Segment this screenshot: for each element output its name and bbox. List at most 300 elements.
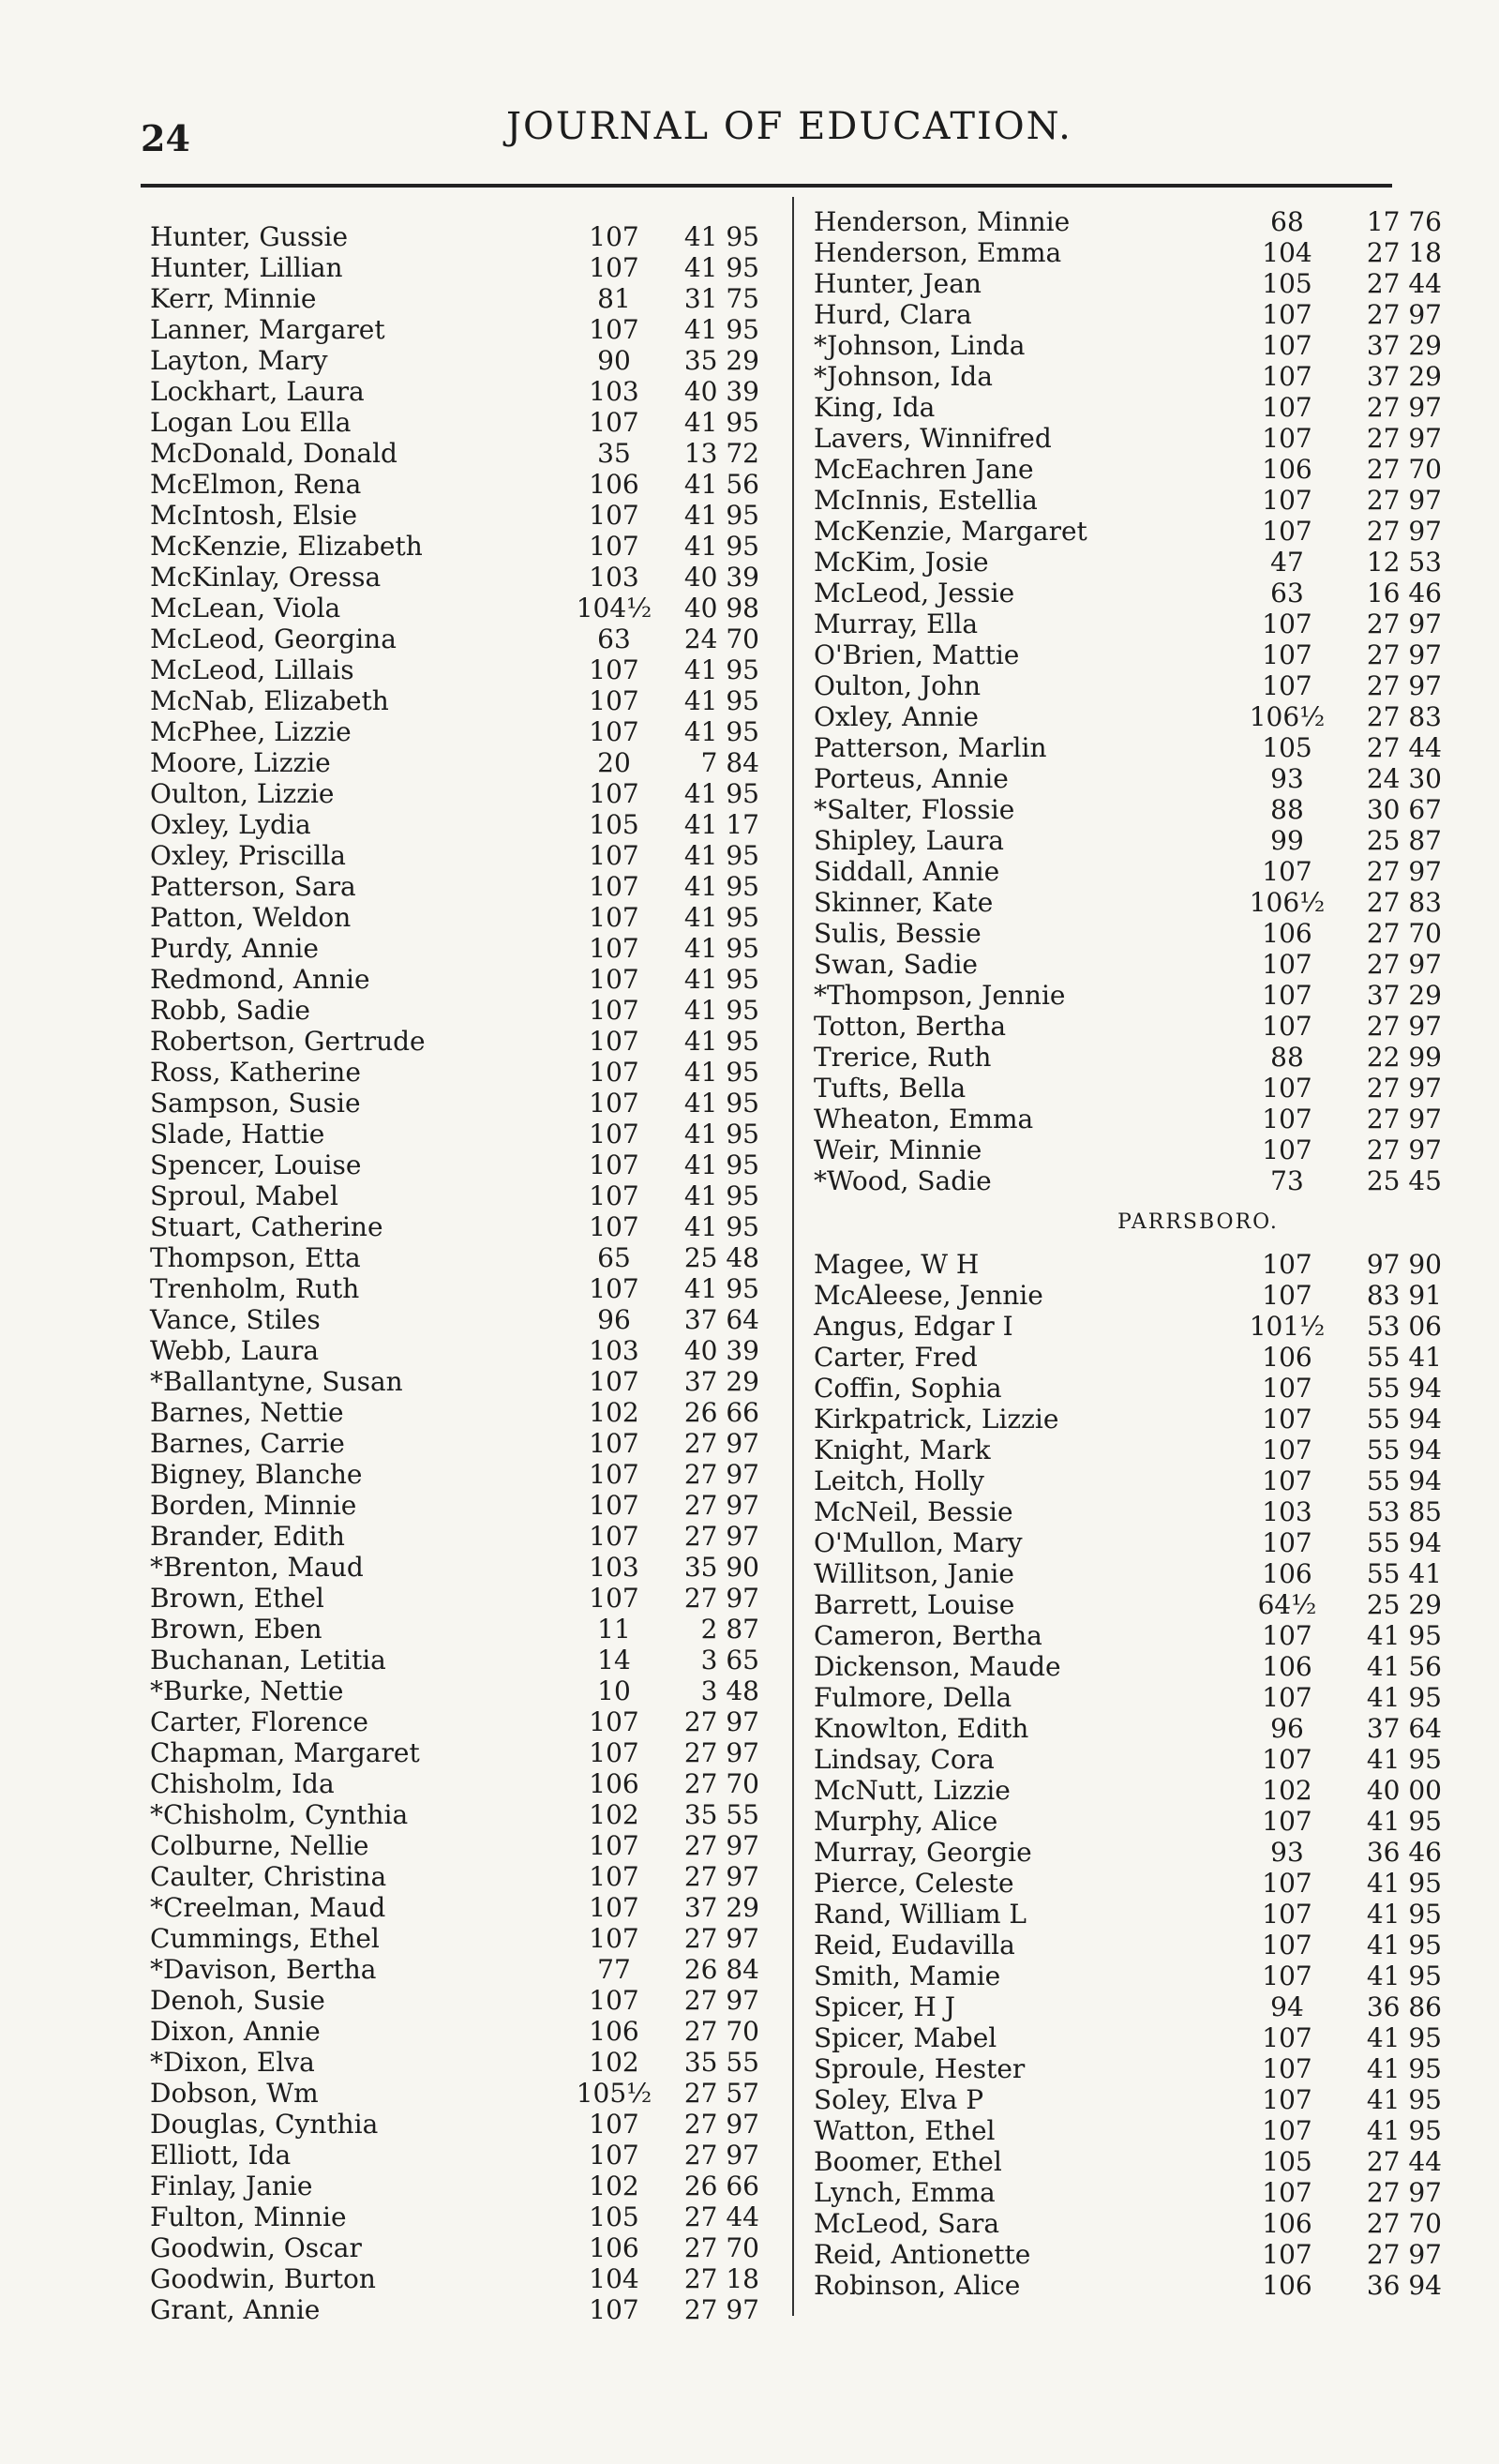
entry-amount: 27 97 (683, 1583, 759, 1614)
entry-name: Chapman, Margaret (150, 1737, 420, 1768)
list-item (150, 1954, 787, 1985)
entry-count: 107 (589, 1366, 639, 1397)
entry-name: Lanner, Margaret (150, 314, 385, 345)
list-item (150, 1428, 787, 1459)
entry-amount: 41 95 (683, 1180, 759, 1211)
entry-count: 107 (1262, 423, 1312, 454)
list-item (150, 1583, 787, 1614)
entry-count: 107 (589, 500, 639, 531)
entry-amount: 41 95 (1366, 2022, 1442, 2053)
entry-amount: 40 39 (683, 562, 759, 593)
entry-name: Barnes, Nettie (150, 1397, 344, 1428)
left-column (150, 221, 787, 2325)
list-item (814, 1311, 1470, 1342)
list-item (150, 871, 787, 902)
entry-name: Knowlton, Edith (814, 1713, 1029, 1744)
entry-amount: 41 95 (1366, 1930, 1442, 1961)
entry-name: Porteus, Annie (814, 763, 1009, 794)
list-item (814, 1713, 1470, 1744)
list-item (150, 1861, 787, 1892)
entry-amount: 27 97 (683, 1830, 759, 1861)
entry-amount: 27 44 (683, 2201, 759, 2232)
entry-count: 107 (1262, 1744, 1312, 1775)
entry-name: Murray, Ella (814, 608, 979, 639)
list-item (814, 2115, 1470, 2146)
entry-amount: 41 95 (683, 995, 759, 1026)
list-item (150, 1057, 787, 1088)
entry-name: Brown, Eben (150, 1614, 322, 1645)
entry-name: Soley, Elva P (814, 2084, 984, 2115)
list-item (150, 624, 787, 654)
list-item (814, 2239, 1470, 2270)
entry-amount: 41 17 (683, 809, 759, 840)
entry-name: Purdy, Annie (150, 933, 319, 964)
entry-name: Denoh, Susie (150, 1985, 325, 2016)
entry-name: Oulton, John (814, 670, 982, 701)
entry-amount: 41 56 (683, 469, 759, 500)
list-item (814, 1042, 1470, 1073)
entry-amount: 37 29 (683, 1892, 759, 1923)
entry-amount: 27 97 (683, 1861, 759, 1892)
entry-name: Vance, Stiles (150, 1304, 321, 1335)
entry-count: 106½ (1249, 887, 1326, 918)
entry-name: Hunter, Jean (814, 268, 982, 299)
entry-name: Watton, Ethel (814, 2115, 996, 2146)
list-item (814, 423, 1470, 454)
entry-count: 107 (1262, 670, 1312, 701)
entry-amount: 41 95 (683, 654, 759, 685)
entry-amount: 13 72 (683, 438, 759, 469)
entry-amount: 41 95 (683, 716, 759, 747)
entry-count: 107 (589, 964, 639, 995)
entry-name: Layton, Mary (150, 345, 328, 376)
entry-amount: 27 97 (683, 1985, 759, 2016)
entry-name: Rand, William L (814, 1899, 1027, 1930)
entry-amount: 35 90 (683, 1552, 759, 1583)
list-item (814, 1930, 1470, 1961)
entry-name: Spicer, Mabel (814, 2022, 997, 2053)
entry-count: 107 (589, 1026, 639, 1057)
list-item (150, 593, 787, 624)
entry-name: Reid, Eudavilla (814, 1930, 1015, 1961)
list-item (150, 376, 787, 407)
entry-amount: 3 65 (700, 1645, 759, 1675)
list-item (814, 1620, 1470, 1651)
list-item (150, 1119, 787, 1149)
entry-amount: 12 53 (1366, 547, 1442, 578)
entry-amount: 41 95 (683, 778, 759, 809)
entry-count: 107 (1262, 856, 1312, 887)
entry-amount: 40 39 (683, 376, 759, 407)
entry-amount: 41 95 (683, 1211, 759, 1242)
entry-amount: 27 97 (1366, 2239, 1442, 2270)
list-item (814, 1465, 1470, 1496)
entry-name: Barnes, Carrie (150, 1428, 345, 1459)
entry-count: 63 (597, 624, 631, 654)
list-item (814, 1558, 1470, 1589)
entry-name: O'Brien, Mattie (814, 639, 1020, 670)
entry-count: 107 (589, 871, 639, 902)
list-item (150, 1799, 787, 1830)
entry-count: 106 (1262, 1342, 1312, 1373)
list-item (814, 887, 1470, 918)
entry-name: Carter, Fred (814, 1342, 978, 1373)
entry-name: Boomer, Ethel (814, 2146, 1002, 2177)
list-item (150, 1521, 787, 1552)
entry-name: McLeod, Georgina (150, 624, 397, 654)
entry-amount: 27 70 (1366, 918, 1442, 949)
entry-amount: 26 66 (683, 1397, 759, 1428)
list-item (150, 562, 787, 593)
list-item (814, 578, 1470, 608)
entry-count: 107 (1262, 949, 1312, 980)
list-item (150, 840, 787, 871)
entry-amount: 41 95 (1366, 1806, 1442, 1837)
entry-count: 107 (1262, 392, 1312, 423)
entry-count: 107 (589, 407, 639, 438)
list-item (150, 438, 787, 469)
entry-name: Slade, Hattie (150, 1119, 325, 1149)
entry-name: McNab, Elizabeth (150, 685, 389, 716)
entry-count: 107 (589, 2140, 639, 2171)
entry-amount: 37 29 (1366, 361, 1442, 392)
list-item (814, 361, 1470, 392)
entry-name: Borden, Minnie (150, 1490, 357, 1521)
entry-amount: 25 45 (1366, 1165, 1442, 1196)
list-item (814, 392, 1470, 423)
list-item (814, 237, 1470, 268)
entry-name: Cummings, Ethel (150, 1923, 380, 1954)
entry-count: 106 (1262, 2270, 1312, 2301)
entry-amount: 27 18 (1366, 237, 1442, 268)
entry-name: McKinlay, Oressa (150, 562, 382, 593)
entry-count: 105½ (576, 2078, 652, 2109)
entry-name: McLean, Viola (150, 593, 341, 624)
entry-count: 90 (597, 345, 631, 376)
entry-amount: 37 29 (1366, 980, 1442, 1011)
entry-amount: 26 66 (683, 2171, 759, 2201)
list-item (814, 547, 1470, 578)
entry-count: 107 (1262, 1806, 1312, 1837)
entry-name: Logan Lou Ella (150, 407, 352, 438)
entry-name: McElmon, Rena (150, 469, 362, 500)
entry-count: 107 (1262, 2053, 1312, 2084)
entry-name: Reid, Antionette (814, 2239, 1031, 2270)
entry-count: 107 (589, 1149, 639, 1180)
entry-name: Sampson, Susie (150, 1088, 361, 1119)
entry-name: Shipley, Laura (814, 825, 1004, 856)
list-item (814, 1280, 1470, 1311)
list-item (150, 1304, 787, 1335)
entry-name: Robb, Sadie (150, 995, 310, 1026)
entry-amount: 55 94 (1366, 1404, 1442, 1435)
entry-amount: 41 95 (1366, 2115, 1442, 2146)
list-item (150, 1645, 787, 1675)
entry-count: 105 (1262, 268, 1312, 299)
entry-name: *Wood, Sadie (814, 1165, 992, 1196)
entry-count: 102 (589, 1799, 639, 1830)
entry-name: *Dixon, Elva (150, 2047, 315, 2078)
entry-name: *Johnson, Ida (814, 361, 993, 392)
entry-count: 103 (589, 1335, 639, 1366)
page-number: 24 (141, 117, 190, 159)
entry-name: *Brenton, Maud (150, 1552, 364, 1583)
entry-count: 107 (1262, 1899, 1312, 1930)
entry-count: 68 (1270, 206, 1304, 237)
entry-count: 77 (597, 1954, 631, 1985)
entry-name: Henderson, Emma (814, 237, 1062, 268)
entry-count: 107 (589, 1119, 639, 1149)
list-item (814, 856, 1470, 887)
entry-name: McKim, Josie (814, 547, 989, 578)
entry-count: 106 (1262, 2208, 1312, 2239)
entry-count: 106 (589, 2016, 639, 2047)
entry-count: 107 (1262, 1435, 1312, 1465)
entry-count: 106 (589, 469, 639, 500)
entry-count: 107 (1262, 1868, 1312, 1899)
list-item (814, 794, 1470, 825)
entry-name: Redmond, Annie (150, 964, 370, 995)
entry-name: Oxley, Lydia (150, 809, 311, 840)
entry-amount: 40 98 (683, 593, 759, 624)
entry-name: Oxley, Priscilla (150, 840, 346, 871)
entry-amount: 27 70 (683, 2016, 759, 2047)
list-item (814, 1961, 1470, 1991)
entry-count: 107 (1262, 1373, 1312, 1404)
entry-count: 106 (1262, 454, 1312, 485)
entry-count: 106 (1262, 1651, 1312, 1682)
entry-amount: 41 95 (683, 531, 759, 562)
list-item (814, 1011, 1470, 1042)
entry-count: 107 (1262, 1280, 1312, 1311)
entry-name: Kirkpatrick, Lizzie (814, 1404, 1059, 1435)
entry-amount: 27 44 (1366, 268, 1442, 299)
entry-count: 107 (589, 1737, 639, 1768)
list-item (150, 283, 787, 314)
list-item (150, 1180, 787, 1211)
entry-count: 107 (1262, 2022, 1312, 2053)
entry-count: 107 (1262, 1527, 1312, 1558)
list-item (814, 1651, 1470, 1682)
entry-name: Angus, Edgar I (814, 1311, 1013, 1342)
entry-amount: 41 95 (683, 933, 759, 964)
entry-name: Lindsay, Cora (814, 1744, 995, 1775)
entry-count: 104 (589, 2263, 639, 2294)
entry-count: 107 (589, 933, 639, 964)
list-item (150, 314, 787, 345)
entry-count: 107 (589, 716, 639, 747)
list-item (150, 252, 787, 283)
entry-name: Leitch, Holly (814, 1465, 984, 1496)
entry-amount: 27 97 (1366, 608, 1442, 639)
entry-count: 107 (1262, 299, 1312, 330)
entry-name: Elliott, Ida (150, 2140, 292, 2171)
entry-amount: 40 00 (1366, 1775, 1442, 1806)
entry-name: McPhee, Lizzie (150, 716, 352, 747)
entry-amount: 55 94 (1366, 1373, 1442, 1404)
entry-name: Fulmore, Della (814, 1682, 1012, 1713)
entry-name: *Davison, Bertha (150, 1954, 377, 1985)
list-item (150, 716, 787, 747)
entry-name: King, Ida (814, 392, 936, 423)
list-item (814, 2022, 1470, 2053)
list-item (814, 268, 1470, 299)
entry-name: Oxley, Annie (814, 701, 979, 732)
entry-count: 93 (1270, 1837, 1304, 1868)
entry-amount: 25 87 (1366, 825, 1442, 856)
entry-name: Goodwin, Oscar (150, 2232, 362, 2263)
entry-amount: 41 95 (683, 871, 759, 902)
entry-amount: 41 95 (683, 964, 759, 995)
list-item (150, 1397, 787, 1428)
entry-amount: 27 97 (683, 1521, 759, 1552)
entry-count: 47 (1270, 547, 1304, 578)
entry-amount: 27 97 (1366, 299, 1442, 330)
entry-name: Brown, Ethel (150, 1583, 324, 1614)
entry-count: 106 (589, 2232, 639, 2263)
entry-amount: 55 94 (1366, 1435, 1442, 1465)
entry-amount: 27 97 (683, 1428, 759, 1459)
entry-name: Trerice, Ruth (814, 1042, 992, 1073)
entry-count: 107 (1262, 2115, 1312, 2146)
entry-amount: 2 87 (700, 1614, 759, 1645)
entry-name: McNutt, Lizzie (814, 1775, 1011, 1806)
entry-amount: 27 83 (1366, 887, 1442, 918)
list-item (150, 1149, 787, 1180)
list-item (150, 1768, 787, 1799)
entry-amount: 26 84 (683, 1954, 759, 1985)
entry-count: 96 (1270, 1713, 1304, 1744)
entry-name: Caulter, Christina (150, 1861, 387, 1892)
entry-count: 107 (1262, 1404, 1312, 1435)
entry-count: 107 (589, 1088, 639, 1119)
entry-count: 107 (1262, 516, 1312, 547)
entry-name: McLeod, Jessie (814, 578, 1015, 608)
entry-amount: 27 97 (1366, 670, 1442, 701)
entry-amount: 41 95 (683, 1057, 759, 1088)
entry-amount: 37 64 (683, 1304, 759, 1335)
entry-name: Murray, Georgie (814, 1837, 1032, 1868)
list-item (150, 902, 787, 933)
entry-count: 107 (1262, 639, 1312, 670)
list-item (150, 2109, 787, 2140)
entry-amount: 27 57 (683, 2078, 759, 2109)
entry-name: Weir, Minnie (814, 1134, 982, 1165)
entry-amount: 24 70 (683, 624, 759, 654)
entry-count: 94 (1270, 1991, 1304, 2022)
list-item (150, 747, 787, 778)
entry-count: 106 (1262, 1558, 1312, 1589)
entry-name: McLeod, Sara (814, 2208, 1000, 2239)
entry-amount: 41 95 (1366, 1682, 1442, 1713)
entry-amount: 27 97 (1366, 516, 1442, 547)
entry-count: 14 (597, 1645, 631, 1675)
entry-amount: 36 46 (1366, 1837, 1442, 1868)
entry-count: 107 (1262, 2084, 1312, 2115)
entry-amount: 55 41 (1366, 1342, 1442, 1373)
list-item (150, 1614, 787, 1645)
entry-count: 107 (1262, 980, 1312, 1011)
entry-count: 103 (1262, 1496, 1312, 1527)
list-item (814, 1134, 1470, 1165)
list-item (150, 531, 787, 562)
entry-amount: 22 99 (1366, 1042, 1442, 1073)
section-heading: PARRSBORO. (1117, 1210, 1279, 1234)
list-item (814, 299, 1470, 330)
entry-amount: 55 41 (1366, 1558, 1442, 1589)
list-item (814, 1837, 1470, 1868)
entry-count: 107 (589, 1861, 639, 1892)
entry-count: 107 (1262, 361, 1312, 392)
entry-amount: 41 95 (683, 685, 759, 716)
entry-count: 107 (589, 1985, 639, 2016)
list-item (814, 639, 1470, 670)
entry-amount: 41 95 (683, 1026, 759, 1057)
entry-amount: 41 95 (1366, 2053, 1442, 2084)
entry-count: 102 (589, 1397, 639, 1428)
entry-count: 107 (589, 1211, 639, 1242)
entry-amount: 27 97 (683, 2294, 759, 2325)
list-item (814, 454, 1470, 485)
entry-count: 107 (589, 654, 639, 685)
entry-amount: 30 67 (1366, 794, 1442, 825)
entry-count: 102 (589, 2047, 639, 2078)
list-item (150, 1273, 787, 1304)
entry-amount: 27 97 (1366, 1011, 1442, 1042)
entry-amount: 41 95 (683, 500, 759, 531)
list-item (814, 949, 1470, 980)
entry-amount: 27 70 (683, 2232, 759, 2263)
entry-amount: 41 95 (683, 407, 759, 438)
page-title: JOURNAL OF EDUCATION. (506, 105, 1072, 148)
entry-name: *Ballantyne, Susan (150, 1366, 403, 1397)
entry-name: Barrett, Louise (814, 1589, 1015, 1620)
list-item (150, 995, 787, 1026)
entry-amount: 27 97 (1366, 392, 1442, 423)
entry-amount: 27 18 (683, 2263, 759, 2294)
entry-name: Sproul, Mabel (150, 1180, 338, 1211)
list-item (814, 1806, 1470, 1837)
list-item (150, 2047, 787, 2078)
entry-name: Totton, Bertha (814, 1011, 1007, 1042)
list-item (814, 1373, 1470, 1404)
entry-amount: 36 94 (1366, 2270, 1442, 2301)
entry-count: 107 (1262, 1465, 1312, 1496)
entry-name: Robinson, Alice (814, 2270, 1021, 2301)
entry-name: Colburne, Nellie (150, 1830, 369, 1861)
list-item (814, 2270, 1470, 2301)
list-item (814, 1682, 1470, 1713)
entry-name: Bigney, Blanche (150, 1459, 363, 1490)
list-item (150, 2078, 787, 2109)
entry-count: 81 (597, 283, 631, 314)
entry-name: Dixon, Annie (150, 2016, 321, 2047)
entry-name: Cameron, Bertha (814, 1620, 1042, 1651)
entry-count: 107 (589, 778, 639, 809)
entry-amount: 27 44 (1366, 2146, 1442, 2177)
column-divider (792, 197, 794, 2316)
entry-name: Willitson, Janie (814, 1558, 1014, 1589)
entry-name: Patton, Weldon (150, 902, 352, 933)
list-item (814, 1868, 1470, 1899)
entry-count: 107 (589, 2294, 639, 2325)
list-item (150, 221, 787, 252)
entry-amount: 27 44 (1366, 732, 1442, 763)
entry-amount: 3 48 (700, 1675, 759, 1706)
entry-amount: 41 95 (1366, 1744, 1442, 1775)
entry-amount: 27 97 (1366, 1134, 1442, 1165)
entry-count: 105 (1262, 732, 1312, 763)
